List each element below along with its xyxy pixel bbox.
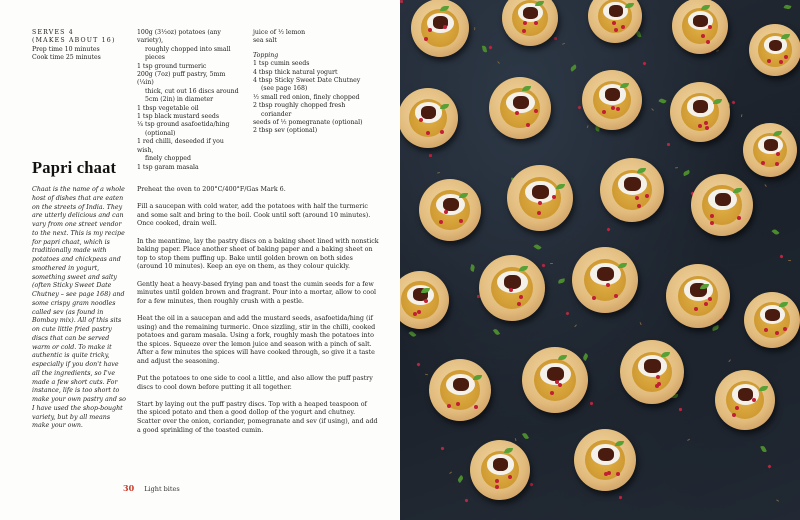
chaat-disc bbox=[489, 77, 551, 139]
ingredient-line: 1 tsp ground turmeric bbox=[137, 62, 207, 70]
topping-line: 1 tsp cumin seeds bbox=[253, 60, 310, 68]
chaat-disc bbox=[582, 70, 642, 130]
recipe-intro: Chaat is the name of a whole host of dishes that are eaten on the streets of India. They are utterly delicious and can vary from one street vendor to the next. This is my recipe for papri chaat, which is traditionally made with potatoes and chickpeas and smothered in yogurt, something sweet and salty (often Sticky Sweet Date Chutney – see page 168) and some crispy gram noodles called sev (as found in Bombay mix). All of this sits on cute little fried pastry discs that can be served warm or cold. To make it authentic is quite tricky, especially if you don't have all the ingredients, so I've made a few short cuts. For instance, life is too short to make your own pastry and so I have used the shop-bought variety, but by all means make your own. bbox=[32, 186, 126, 430]
topping-line: 4 tbsp Sticky Sweet Date Chutney bbox=[253, 77, 361, 85]
page-number: 30 bbox=[123, 483, 135, 493]
recipe-title: Papri chaat bbox=[32, 158, 117, 177]
chaat-disc bbox=[522, 347, 588, 413]
chaat-disc bbox=[715, 370, 775, 430]
method-step: Preheat the oven to 200°C/400°F/Gas Mark 6. bbox=[137, 186, 286, 193]
serves-line: SERVES 4 bbox=[32, 29, 74, 36]
ingredient-line: ¼ tsp ground asafoetida/hing bbox=[137, 121, 230, 129]
garnish-speck bbox=[667, 143, 670, 146]
chaat-disc bbox=[744, 292, 800, 348]
method-step: Put the potatoes to one side to cool a little, and also allow the puff pastry discs to cool down before putting it all together. bbox=[137, 375, 373, 391]
chaat-disc bbox=[743, 123, 797, 177]
ingredients-column-1 bbox=[137, 29, 241, 172]
ingredient-line: 1 red chilli, deseeded if you wish, bbox=[137, 138, 224, 154]
chaat-disc bbox=[600, 158, 664, 222]
ingredient-line: (optional) bbox=[145, 129, 176, 137]
method-step: Heat the oil in a saucepan and add the mustard seeds, asafoetida/hing (if using) and the remaining turmeric. Once sizzling, stir in the chilli, cooked potatoes and garam masala. Using a fork, roughly mash the potatoes into the spices. Squeeze over the lemon juice and season with a pinch of salt. After a few minutes the spices will have cooked through, so give it a taste and adjust the seasoning. bbox=[137, 314, 376, 365]
chaat-disc bbox=[429, 359, 491, 421]
prep-time: Prep time 10 minutes bbox=[32, 45, 100, 53]
garnish-speck bbox=[400, 0, 403, 3]
topping-heading: Topping bbox=[253, 51, 279, 59]
ingredient-line: juice of ½ lemon bbox=[253, 29, 306, 36]
ingredient-line: sea salt bbox=[253, 37, 277, 45]
garnish-speck bbox=[429, 154, 432, 157]
ingredient-line: 200g (7oz) puff pastry, 5mm (¼in) bbox=[137, 71, 226, 87]
garnish-speck bbox=[590, 402, 594, 406]
topping-line: 2 tbsp sev (optional) bbox=[253, 127, 318, 135]
ingredient-line: 1 tsp garam masala bbox=[137, 163, 199, 171]
serving-info bbox=[32, 29, 128, 63]
topping-line: coriander bbox=[261, 110, 292, 118]
chaat-disc bbox=[419, 179, 481, 241]
method-step: Fill a saucepan with cold water, add the potatoes with half the turmeric and some salt and bring to the boil. Cook until soft (around 10 minutes). Once cooked, drain well. bbox=[137, 203, 371, 228]
makes-line: (MAKES ABOUT 16) bbox=[32, 37, 116, 45]
cook-time: Cook time 25 minutes bbox=[32, 54, 101, 62]
topping-line: (see page 168) bbox=[261, 85, 308, 93]
garnish-speck bbox=[474, 27, 476, 30]
chaat-disc bbox=[574, 429, 636, 491]
chaat-disc bbox=[411, 0, 469, 57]
topping-line: ½ small red onion, finely chopped bbox=[253, 93, 360, 101]
food-photo bbox=[400, 0, 800, 520]
ingredients-column-2 bbox=[253, 29, 377, 136]
ingredient-line: finely chopped bbox=[145, 155, 191, 163]
chaat-disc bbox=[672, 0, 728, 54]
ingredient-line: 100g (3½oz) potatoes (any variety), bbox=[137, 29, 221, 45]
topping-line: 2 tbsp roughly chopped fresh bbox=[253, 102, 346, 110]
chaat-disc bbox=[479, 255, 545, 321]
topping-line: seeds of ½ pomegranate (optional) bbox=[253, 119, 363, 127]
chaat-disc bbox=[749, 24, 800, 76]
ingredient-line: roughly chopped into small pieces bbox=[145, 45, 231, 62]
method-step: Start by laying out the puff pastry discs. Top with a heaped teaspoon of the spiced potato and then a good dollop of the yogurt and chutney. Scatter over the onion, coriander, pomegranate and sev (if using), and add a good sprinkling of the toasted cumin. bbox=[137, 400, 378, 434]
chaat-disc bbox=[620, 340, 684, 404]
chaat-disc bbox=[666, 264, 730, 328]
chaat-disc bbox=[400, 88, 458, 148]
chaat-disc bbox=[691, 174, 753, 236]
page-footer bbox=[123, 483, 180, 493]
chaat-disc bbox=[572, 247, 638, 313]
method-step: In the meantime, lay the pastry discs on a baking sheet lined with nonstick baking paper. Place another sheet of baking paper and a baking sheet on top to stop them puffing up. Bake until golden brown on both sides (around 10 minutes). Keep an eye on them, as they colour quickly. bbox=[137, 237, 379, 271]
topping-line: 4 tbsp thick natural yogurt bbox=[253, 68, 338, 76]
method-steps bbox=[137, 186, 379, 444]
ingredient-line: 1 tbsp vegetable oil bbox=[137, 104, 199, 112]
ingredient-line: 1 tsp black mustard seeds bbox=[137, 113, 220, 121]
chaat-disc bbox=[470, 440, 530, 500]
ingredient-line: 5cm (2in) in diameter bbox=[145, 96, 214, 104]
garnish-speck bbox=[554, 37, 557, 40]
chaat-disc bbox=[507, 165, 573, 231]
section-name: Light bites bbox=[144, 485, 180, 493]
ingredient-line: thick, cut out 16 discs around bbox=[145, 87, 239, 95]
chaat-disc bbox=[670, 82, 730, 142]
method-step: Gently heat a heavy-based frying pan and toast the cumin seeds for a few minutes until golden brown and fragrant. Pour into a mortar, allow to cool for a few minutes, then roughly crush with a pestle. bbox=[137, 280, 377, 305]
